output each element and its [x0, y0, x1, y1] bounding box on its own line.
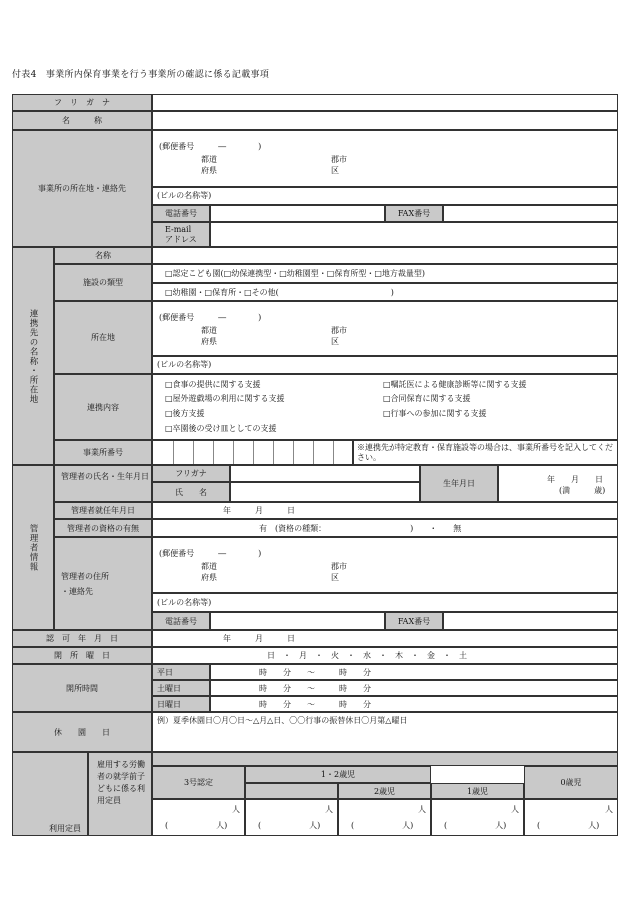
manager-furigana-label: フリガナ — [152, 465, 230, 482]
appointment-date-input[interactable]: 年 月 日 — [152, 502, 618, 519]
open-days-label: 開 所 曜 日 — [12, 647, 152, 664]
partner-name-input[interactable] — [152, 247, 618, 264]
office-number-boxes[interactable] — [152, 440, 353, 465]
capacity-unit: 人 — [232, 805, 240, 814]
facility-type-label: 施設の類型 — [54, 264, 152, 301]
manager-fax-input[interactable] — [443, 612, 618, 630]
partner-name-label: 名称 — [54, 247, 152, 264]
capacity-cell-2[interactable] — [338, 799, 431, 836]
capacity-unit: 人 — [325, 805, 333, 814]
manager-name-label: 管理者の氏名・生年月日 — [54, 465, 152, 502]
holidays-label: 休 園 日 — [12, 712, 152, 752]
support-item-playground[interactable]: □屋外遊戯場の利用に関する支援 — [165, 394, 285, 403]
capacity-cell-1[interactable] — [431, 799, 524, 836]
capacity-col-3go: 3号認定 — [152, 766, 245, 799]
furigana-input[interactable] — [152, 94, 618, 111]
gun-label: 郡市 — [331, 155, 347, 164]
manager-fullname-label: 氏 名 — [152, 482, 230, 502]
capacity-unit: 人 — [605, 805, 613, 814]
manager-postal-code: (郵便番号 ― ) — [159, 549, 262, 558]
manager-address-label: 管理者の住所 ・連絡先 — [54, 537, 152, 630]
birthdate-label: 生年月日 — [420, 465, 498, 502]
partner-section-label — [12, 247, 54, 465]
form-title: 付表4 事業所内保育事業を行う事業所の確認に係る記載事項 — [12, 70, 270, 80]
capacity-paren: ( 人) — [258, 821, 321, 830]
building-name[interactable] — [152, 187, 618, 205]
appointment-date-label: 管理者就任年月日 — [54, 502, 152, 519]
support-item-doctor[interactable]: □嘱託医による健康診断等に関する支援 — [383, 380, 527, 389]
manager-tel-label: 電話番号 — [152, 612, 210, 630]
manager-fax-label: FAX番号 — [385, 612, 443, 630]
partner-building[interactable] — [152, 356, 618, 374]
partner-ku-label: 区 — [331, 337, 339, 346]
open-days-input[interactable]: 日 ・ 月 ・ 火 ・ 水 ・ 木 ・ 金 ・ 土 — [152, 647, 618, 664]
manager-address-block[interactable] — [152, 537, 618, 593]
manager-fullname-input[interactable] — [230, 482, 420, 502]
manager-ku-label: 区 — [331, 573, 339, 582]
partner-postal-code: (郵便番号 ― ) — [159, 313, 262, 322]
birthdate-value: 年 月 日 — [547, 475, 603, 484]
weekday-hours[interactable]: 時 分 ～ 時 分 — [210, 664, 618, 680]
building-label: (ビルの名称等) — [157, 191, 212, 200]
qualification-input[interactable]: 有 (資格の種類： ) ・ 無 — [152, 519, 618, 537]
capacity-label: 利用定員 — [12, 752, 88, 836]
furigana-label: フ リ ガ ナ — [12, 94, 152, 111]
capacity-col-0: 0歳児 — [524, 766, 618, 799]
facility-type-options1: □認定こども園(□幼保連携型・□幼稚園型・□保育所型・□地方裁量型) — [165, 269, 426, 278]
partner-gun-label: 郡市 — [331, 326, 347, 335]
support-item-events[interactable]: □行事への参加に関する支援 — [383, 409, 487, 418]
partner-building-label: (ビルの名称等) — [157, 360, 212, 369]
tel-input[interactable] — [210, 205, 385, 222]
capacity-col-blank — [245, 783, 338, 799]
holidays-input[interactable]: 例）夏季休園日〇月〇日～△月△日、〇〇行事の振替休日〇月第△曜日 — [152, 712, 618, 752]
manager-furigana-input[interactable] — [230, 465, 420, 482]
capacity-cell-1-2[interactable] — [245, 799, 338, 836]
manager-building[interactable] — [152, 593, 618, 612]
email-label: E-mail アドレス — [152, 222, 210, 247]
capacity-sub-label: 雇用する労働者の就学前子どもに係る利用定員 — [88, 752, 152, 836]
facility-type-row2[interactable] — [152, 283, 618, 301]
office-number-label: 事業所番号 — [54, 440, 152, 465]
fax-label: FAX番号 — [385, 205, 443, 222]
sunday-label: 日曜日 — [152, 696, 210, 712]
support-item-graduation[interactable]: □卒園後の受け皿としての支援 — [165, 424, 277, 433]
capacity-cell-3go[interactable] — [152, 799, 245, 836]
capacity-paren: ( 人) — [444, 821, 507, 830]
partner-section-text: 連携先の名称・所在地 — [28, 308, 38, 404]
capacity-unit: 人 — [511, 805, 519, 814]
office-number-note: ※連携先が特定教育・保育施設等の場合は、事業所番号を記入してください。 — [353, 440, 618, 465]
manager-gun-label: 郡市 — [331, 562, 347, 571]
manager-section-text: 管理者情報 — [28, 523, 38, 572]
support-content-label: 連携内容 — [54, 374, 152, 440]
partner-fu-label: 府県 — [201, 337, 217, 346]
support-content[interactable] — [152, 374, 618, 440]
capacity-col-2: 2歳児 — [338, 783, 431, 799]
sunday-hours[interactable]: 時 分 ～ 時 分 — [210, 696, 618, 712]
capacity-paren: ( 人) — [537, 821, 600, 830]
facility-type-options2: □幼稚園・□保育所・□その他( ) — [165, 288, 394, 297]
support-item-meals[interactable]: □食事の提供に関する支援 — [165, 380, 261, 389]
saturday-hours[interactable]: 時 分 ～ 時 分 — [210, 680, 618, 696]
weekday-label: 平日 — [152, 664, 210, 680]
capacity-col-1-2: 1・2歳児 — [245, 766, 431, 783]
capacity-header-top — [152, 752, 618, 766]
fax-input[interactable] — [443, 205, 618, 222]
partner-address-block[interactable] — [152, 301, 618, 356]
opening-hours-label: 開所時間 — [12, 664, 152, 712]
saturday-label: 土曜日 — [152, 680, 210, 696]
age-value: (満 歳) — [559, 486, 606, 495]
capacity-paren: ( 人) — [165, 821, 228, 830]
manager-building-label: (ビルの名称等) — [157, 598, 212, 607]
email-input[interactable] — [210, 222, 618, 247]
name-input[interactable] — [152, 111, 618, 130]
ku-label: 区 — [331, 166, 339, 175]
to-label: 都道 — [201, 155, 217, 164]
partner-to-label: 都道 — [201, 326, 217, 335]
qualification-label: 管理者の資格の有無 — [54, 519, 152, 537]
tel-label: 電話番号 — [152, 205, 210, 222]
capacity-unit: 人 — [418, 805, 426, 814]
approval-date-label: 認 可 年 月 日 — [12, 630, 152, 647]
capacity-cell-0[interactable] — [524, 799, 618, 836]
capacity-col-1: 1歳児 — [431, 783, 524, 799]
capacity-paren: ( 人) — [351, 821, 414, 830]
support-item-backup[interactable]: □後方支援 — [165, 409, 205, 418]
fu-label: 府県 — [201, 166, 217, 175]
address-section-label: 事業所の所在地・連絡先 — [12, 130, 152, 247]
birthdate-input[interactable] — [498, 465, 618, 502]
name-label: 名 称 — [12, 111, 152, 130]
manager-fu-label: 府県 — [201, 573, 217, 582]
manager-section-label — [12, 465, 54, 630]
partner-location-label: 所在地 — [54, 301, 152, 374]
manager-to-label: 都道 — [201, 562, 217, 571]
manager-tel-input[interactable] — [210, 612, 385, 630]
support-item-joint[interactable]: □合同保育に関する支援 — [383, 394, 471, 403]
postal-code: (郵便番号 ― ) — [159, 142, 262, 151]
facility-type-row1[interactable] — [152, 264, 618, 283]
address-block[interactable] — [152, 130, 618, 187]
approval-date-input[interactable]: 年 月 日 — [152, 630, 618, 647]
